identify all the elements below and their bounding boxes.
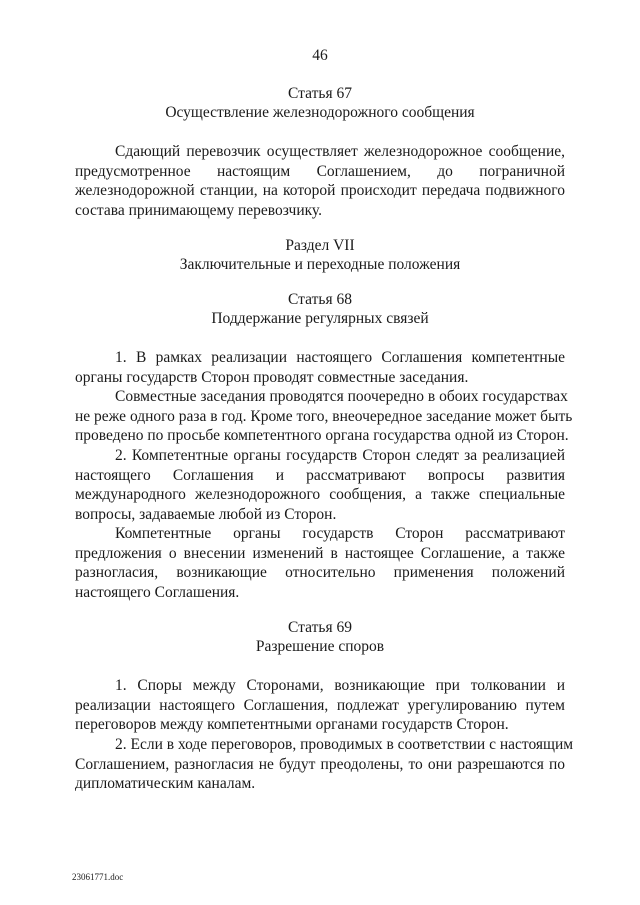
text-line: Соглашением, разногласия не будут преодолены, то они разрешаются по bbox=[75, 755, 565, 773]
article-69-paragraph-2 bbox=[75, 735, 574, 794]
text-line: международного железнодорожного сообщения, а также специальные bbox=[75, 486, 565, 504]
text-line: настоящего Соглашения. bbox=[75, 583, 240, 601]
text-line: переговоров между компетентными органами государств Сторон. bbox=[75, 716, 509, 734]
article-68-paragraph-3 bbox=[75, 446, 565, 524]
article-69-heading bbox=[0, 618, 640, 656]
text-line: 1. Споры между Сторонами, возникающие при толковании и bbox=[115, 677, 565, 694]
text-line: дипломатическим каналам. bbox=[75, 775, 256, 793]
article-68-heading bbox=[0, 290, 640, 328]
article-67-heading bbox=[0, 84, 640, 122]
article-69-paragraph-1 bbox=[75, 676, 565, 735]
article-title: Статья 69 bbox=[288, 619, 352, 636]
text-line: Совместные заседания проводятся поочередно в обоих государствах bbox=[115, 388, 568, 405]
text-line: 1. В рамках реализации настоящего Соглашения компетентные bbox=[115, 349, 565, 366]
text-line: 2. Компетентные органы государств Сторон следят за реализацией bbox=[115, 447, 565, 464]
text-line: предложения о внесении изменений в настоящее Соглашение, а также bbox=[75, 544, 565, 562]
text-line: настоящего Соглашения и рассматривают вопросы развития bbox=[75, 466, 565, 484]
article-subtitle: Поддержание регулярных связей bbox=[211, 310, 429, 327]
article-68-paragraph-2 bbox=[75, 387, 573, 446]
text-line: Компетентные органы государств Сторон рассматривают bbox=[115, 525, 565, 542]
text-line: Сдающий перевозчик осуществляет железнодорожное сообщение, bbox=[115, 143, 565, 160]
text-line: проведено по просьбе компетентного органа государства одной из Сторон. bbox=[75, 427, 569, 445]
article-68-paragraph-1 bbox=[75, 348, 565, 387]
page-number: 46 bbox=[312, 47, 328, 64]
text-line: не реже одного раза в год. Кроме того, внеочередное заседание может быть bbox=[75, 407, 573, 425]
article-title: Статья 68 bbox=[288, 291, 352, 308]
section-subtitle: Заключительные и переходные положения bbox=[179, 256, 461, 273]
article-subtitle: Разрешение споров bbox=[255, 638, 385, 655]
section-title: Раздел VII bbox=[285, 237, 355, 254]
article-subtitle: Осуществление железнодорожного сообщения bbox=[165, 104, 475, 121]
text-line: состава принимающему перевозчику. bbox=[75, 201, 323, 219]
text-line: органы государств Сторон проводят совместные заседания. bbox=[75, 368, 469, 386]
article-67-paragraph-1 bbox=[75, 142, 565, 220]
article-title: Статья 67 bbox=[288, 85, 352, 102]
text-line: реализации настоящего Соглашения, подлежат урегулированию путем bbox=[75, 696, 565, 714]
text-line: 2. Если в ходе переговоров, проводимых в соответствии с настоящим bbox=[115, 736, 574, 753]
file-name-footer: 23061771.doc bbox=[72, 872, 124, 882]
text-line: предусмотренное настоящим Соглашением, до пограничной bbox=[75, 162, 565, 180]
section-7-heading bbox=[0, 236, 640, 274]
article-68-paragraph-4 bbox=[75, 524, 565, 602]
text-line: разногласия, возникающие относительно применения положений bbox=[75, 564, 565, 582]
text-line: железнодорожной станции, на которой происходит передача подвижного bbox=[75, 182, 565, 200]
text-line: вопросы, задаваемые любой из Сторон. bbox=[75, 505, 337, 523]
